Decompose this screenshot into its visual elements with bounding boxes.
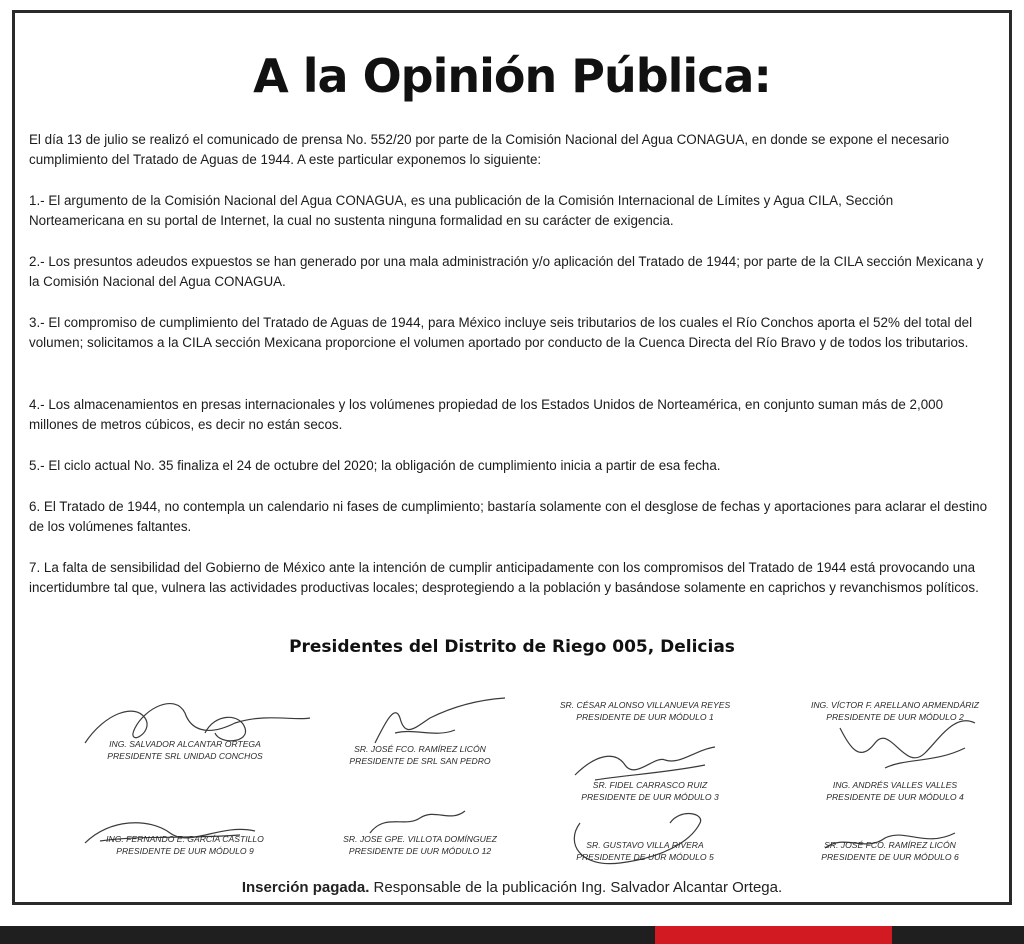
signatory-name: SR. JOSÉ FCO. RAMÍREZ LICÓN xyxy=(354,744,486,754)
signatory-block xyxy=(60,738,310,762)
signatory-role: PRESIDENTE SRL UNIDAD CONCHOS xyxy=(107,751,263,761)
signatory-block xyxy=(540,779,760,803)
signatory-block xyxy=(785,779,1005,803)
signatory-block xyxy=(60,833,310,857)
notice-title: A la Opinión Pública: xyxy=(253,49,771,103)
signatory-block xyxy=(535,839,755,863)
signatory-role: PRESIDENTE DE UUR MÓDULO 3 xyxy=(581,792,719,802)
signatory-block xyxy=(320,743,520,767)
signatory-role: PRESIDENTE DE UUR MÓDULO 4 xyxy=(826,792,964,802)
signatory-name: ING. VÍCTOR F. ARELLANO ARMENDÁRIZ xyxy=(810,700,980,710)
point-1: 1.- El argumento de la Comisión Nacional del Agua CONAGUA, es una publicación de la Comisión Internacional de Límites y Agua CILA, Sección Norteamericana en su portal de Internet, la cual no sustenta ninguna formalidad en su carácter de exigencia. xyxy=(29,193,894,228)
signatory-role: PRESIDENTE DE UUR MÓDULO 5 xyxy=(576,852,714,862)
signatory-name: ING. ANDRÉS VALLES VALLES xyxy=(832,780,958,790)
signatory-role: PRESIDENTE DE UUR MÓDULO 9 xyxy=(116,846,254,856)
signatory-name: ING. SALVADOR ALCANTAR ORTEGA xyxy=(109,739,261,749)
publication-responsible: Responsable de la publicación Ing. Salvador Alcantar Ortega. xyxy=(369,879,783,896)
point-4: 4.- Los almacenamientos en presas internacionales y los volúmenes propiedad de los Estados Unidos de Norteamérica, en conjunto suman más de 2,000 millones de metros cúbicos, es decir no están secos. xyxy=(29,397,944,432)
signatory-block xyxy=(535,699,755,723)
footer-note xyxy=(15,879,1009,896)
signatory-name: SR. CÉSAR ALONSO VILLANUEVA REYES xyxy=(559,700,731,710)
point-6: 6. El Tratado de 1944, no contempla un calendario ni fases de cumplimiento; bastaría solamente con el desglose de fechas y aportaciones para aclarar el destino de los volúmenes faltantes. xyxy=(29,499,988,534)
bottom-accent-bar xyxy=(655,926,892,944)
point-2: 2.- Los presuntos adeudos expuestos se han generado por una mala administración y/o aplicación del Tratado de 1944; por parte de la CILA sección Mexicana y la Comisión Nacional del Agua CONAGUA. xyxy=(29,254,984,289)
signatory-name: SR. JOSÉ FCO. RAMÍREZ LICÓN xyxy=(824,840,956,850)
signatory-block xyxy=(785,699,1005,723)
point-3: 3.- El compromiso de cumplimiento del Tratado de Aguas de 1944, para México incluye seis tributarios de los cuales el Río Conchos aporta el 52% del total del volumen; solicitamos a la CILA sección Mexicana proporcione el volumen aportado por conducto de la Cuenca Directa del Río Bravo y de todos los tributarios. xyxy=(29,315,973,350)
signers-heading: Presidentes del Distrito de Riego 005, Delicias xyxy=(289,637,735,657)
paid-insertion-label: Inserción pagada. xyxy=(241,879,370,896)
signatory-role: PRESIDENTE DE UUR MÓDULO 1 xyxy=(576,712,714,722)
signatory-name: SR. FIDEL CARRASCO RUIZ xyxy=(592,780,708,790)
intro-paragraph: El día 13 de julio se realizó el comunicado de prensa No. 552/20 por parte de la Comisión Nacional del Agua CONAGUA, en donde se expone el necesario cumplimiento del Tratado de Aguas de 1944. A este particular exponemos lo siguiente: xyxy=(29,132,950,167)
signatory-name: ING. FERNANDO E. GARCÍA CASTILLO xyxy=(106,834,264,844)
signatory-block xyxy=(310,833,530,857)
signatory-role: PRESIDENTE DE UUR MÓDULO 6 xyxy=(821,852,959,862)
signatory-role: PRESIDENTE DE UUR MÓDULO 2 xyxy=(826,712,964,722)
point-7: 7. La falta de sensibilidad del Gobierno de México ante la intención de cumplir anticipadamente con los compromisos del Tratado de 1944 está provocando una incertidumbre tal que, vulnera las actividades productivas locales; desprotegiendo a la población y basándose solamente en caprichos y revanchismos políticos. xyxy=(29,560,979,595)
signatory-role: PRESIDENTE DE SRL SAN PEDRO xyxy=(349,756,491,766)
signatory-role: PRESIDENTE DE UUR MÓDULO 12 xyxy=(348,846,492,856)
public-notice xyxy=(12,10,1012,905)
signatory-name: SR. JOSE GPE. VILLOTA DOMÍNGUEZ xyxy=(343,834,497,844)
signatory-block xyxy=(780,839,1000,863)
point-5: 5.- El ciclo actual No. 35 finaliza el 24 de octubre del 2020; la obligación de cumplimiento inicia a partir de esa fecha. xyxy=(29,458,721,473)
signatory-name: SR. GUSTAVO VILLA RIVERA xyxy=(586,840,704,850)
